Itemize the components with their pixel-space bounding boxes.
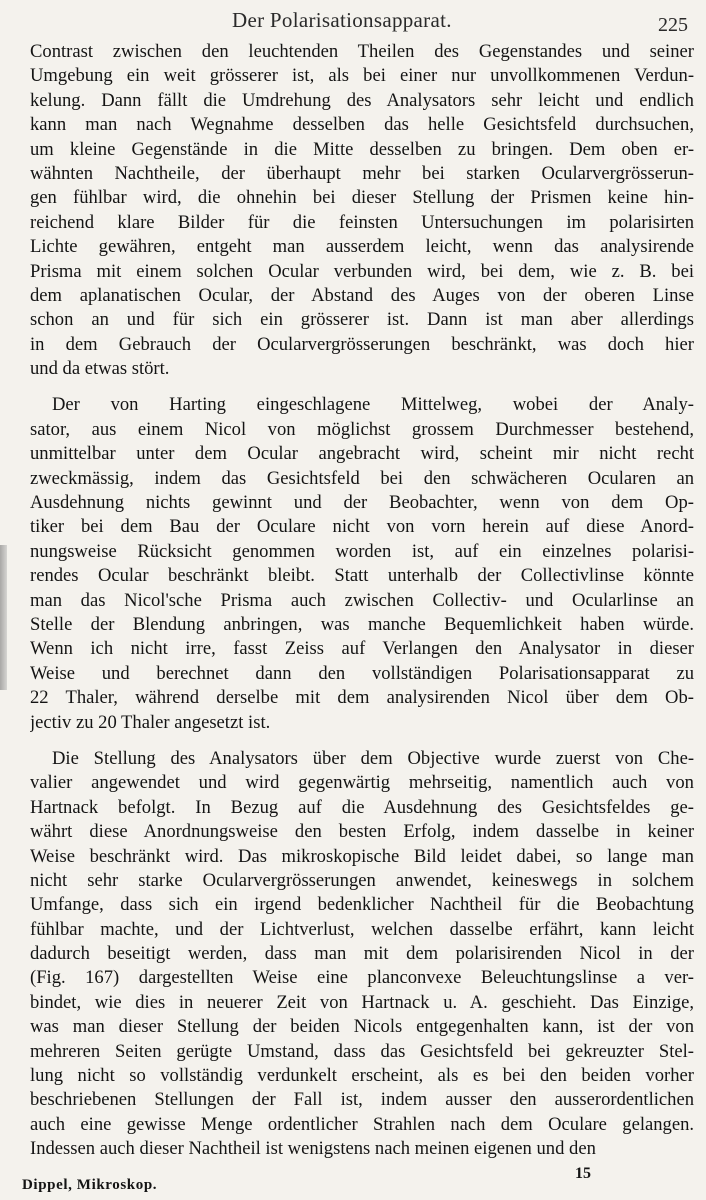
text-line: lung nicht so vollständig verdunkelt erscheint, als es bei den beiden vorher bbox=[30, 1065, 694, 1087]
margin-stain bbox=[0, 545, 7, 690]
text-line: in dem Gebrauch der Ocularvergrösserungen beschränkt, was doch hier bbox=[30, 333, 694, 355]
text-line: sator, aus einem Nicol von möglichst grossem Durchmesser bestehend, bbox=[30, 418, 694, 440]
page-footer bbox=[0, 1165, 706, 1195]
text-line: nungsweise Rücksicht genommen worden ist, auf ein einzelnes polarisi- bbox=[30, 540, 694, 562]
text-line: nicht sehr starke Ocularvergrösserungen anwendet, keineswegs in solchem bbox=[30, 869, 694, 891]
text-line: um kleine Gegenstände in die Mitte desselben zu bringen. Dem oben er- bbox=[30, 138, 694, 160]
text-line: mehreren Seiten gerügte Umstand, dass das Gesichtsfeld bei gekreuzter Stel- bbox=[30, 1040, 694, 1062]
text-line: kann man nach Wegnahme desselben das helle Gesichtsfeld durchsuchen, bbox=[30, 114, 694, 136]
text-line: was man dieser Stellung der beiden Nicols entgegenhalten kann, ist der von bbox=[30, 1016, 694, 1038]
page-number: 225 bbox=[658, 14, 688, 36]
text-line: Weise beschränkt wird. Das mikroskopische Bild leidet dabei, so lange man bbox=[30, 845, 694, 867]
running-head bbox=[0, 6, 706, 36]
text-line: Der von Harting eingeschlagene Mittelweg, wobei der Analy- bbox=[52, 394, 694, 416]
text-line: auch eine gewisse Menge ordentlicher Strahlen nach dem Oculare gelangen. bbox=[30, 1113, 694, 1135]
text-line: rendes Ocular beschränkt bleibt. Statt unterhalb der Collectivlinse könnte bbox=[30, 565, 694, 587]
text-line: unmittelbar unter dem Ocular angebracht wird, scheint mir nicht recht bbox=[30, 443, 694, 465]
paragraph-gap bbox=[30, 381, 694, 393]
footer-signature: Dippel, Mikroskop. bbox=[22, 1177, 158, 1193]
text-line: fühlbar machte, und der Lichtverlust, welchen dasselbe erfährt, kann leicht bbox=[30, 918, 694, 940]
text-line: jectiv zu 20 Thaler angesetzt ist. bbox=[30, 711, 271, 733]
text-line: bindet, wie dies in neuerer Zeit von Hartnack u. A. geschieht. Das Einzige, bbox=[30, 991, 694, 1013]
paragraph-gap bbox=[30, 735, 694, 747]
text-line: und da etwas stört. bbox=[30, 358, 170, 380]
text-line: valier angewendet und wird gegenwärtig mehrseitig, namentlich auch von bbox=[30, 772, 694, 794]
text-line: kelung. Dann fällt die Umdrehung des Analysators sehr leicht und endlich bbox=[30, 89, 694, 111]
text-line: Wenn ich nicht irre, fasst Zeiss auf Verlangen den Analysator in dieser bbox=[30, 638, 694, 660]
text-line: dadurch beseitigt werden, dass man mit dem polarisirenden Nicol in der bbox=[30, 943, 694, 965]
text-line: Weise und berechnet dann den vollständigen Polarisationsapparat zu bbox=[30, 662, 694, 684]
paragraph bbox=[30, 40, 694, 381]
text-line: währt diese Anordnungsweise den besten Erfolg, indem dasselbe in keiner bbox=[30, 821, 694, 843]
text-line: Lichte gewähren, entgeht man ausserdem leicht, wenn das analysirende bbox=[30, 236, 694, 258]
sheet-number: 15 bbox=[575, 1165, 591, 1182]
text-line: 22 Thaler, während derselbe mit dem analysirenden Nicol über dem Ob- bbox=[30, 687, 694, 709]
text-line: dem aplanatischen Ocular, der Abstand des Auges von der oberen Linse bbox=[30, 284, 694, 306]
text-line: beschriebenen Stellungen der Fall ist, indem ausser den ausserordentlichen bbox=[30, 1089, 694, 1111]
text-line: tiker bei dem Bau der Oculare nicht von vorn herein auf diese Anord- bbox=[30, 516, 694, 538]
text-line: Umfange, dass sich ein irgend bedenklicher Nachtheil für die Beobachtung bbox=[30, 894, 694, 916]
running-title: Der Polarisationsapparat. bbox=[232, 8, 452, 32]
text-line: Umgebung ein weit grösserer ist, als bei einer nur unvollkommenen Verdun- bbox=[30, 65, 694, 87]
text-line: (Fig. 167) dargestellten Weise eine planconvexe Beleuchtungslinse a ver- bbox=[30, 967, 694, 989]
body-text bbox=[30, 40, 694, 1162]
text-line: Indessen auch dieser Nachtheil ist wenigstens nach meinen eigenen und den bbox=[30, 1138, 596, 1160]
text-line: zweckmässig, indem das Gesichtsfeld bei den schwächeren Ocularen an bbox=[30, 467, 694, 489]
paragraph bbox=[30, 747, 694, 1162]
text-line: man das Nicol'sche Prisma auch zwischen Collectiv- und Ocularlinse an bbox=[30, 589, 694, 611]
text-line: Hartnack befolgt. In Bezug auf die Ausdehnung des Gesichtsfeldes ge- bbox=[30, 796, 694, 818]
text-line: Contrast zwischen den leuchtenden Theilen des Gegenstandes und seiner bbox=[30, 41, 694, 62]
text-line: schon an und für sich ein grösserer ist. Dann ist man aber allerdings bbox=[30, 309, 694, 331]
paragraph bbox=[30, 393, 694, 734]
text-line: Stelle der Blendung anbringen, was manche Bequemlichkeit haben würde. bbox=[30, 613, 694, 635]
text-line: gen fühlbar wird, die ohnehin bei dieser Stellung der Prismen keine hin- bbox=[30, 187, 694, 209]
text-line: Die Stellung des Analysators über dem Objective wurde zuerst von Che- bbox=[52, 747, 694, 769]
text-line: wähnten Nachtheile, der überhaupt mehr bei starken Ocularvergrösserun- bbox=[30, 162, 694, 184]
text-line: Ausdehnung nichts gewinnt und der Beobachter, wenn von dem Op- bbox=[30, 492, 694, 514]
text-line: Prisma mit einem solchen Ocular verbunden wird, bei dem, wie z. B. bei bbox=[30, 260, 694, 282]
text-line: reichend klare Bilder für die feinsten Untersuchungen im polarisirten bbox=[30, 211, 694, 233]
